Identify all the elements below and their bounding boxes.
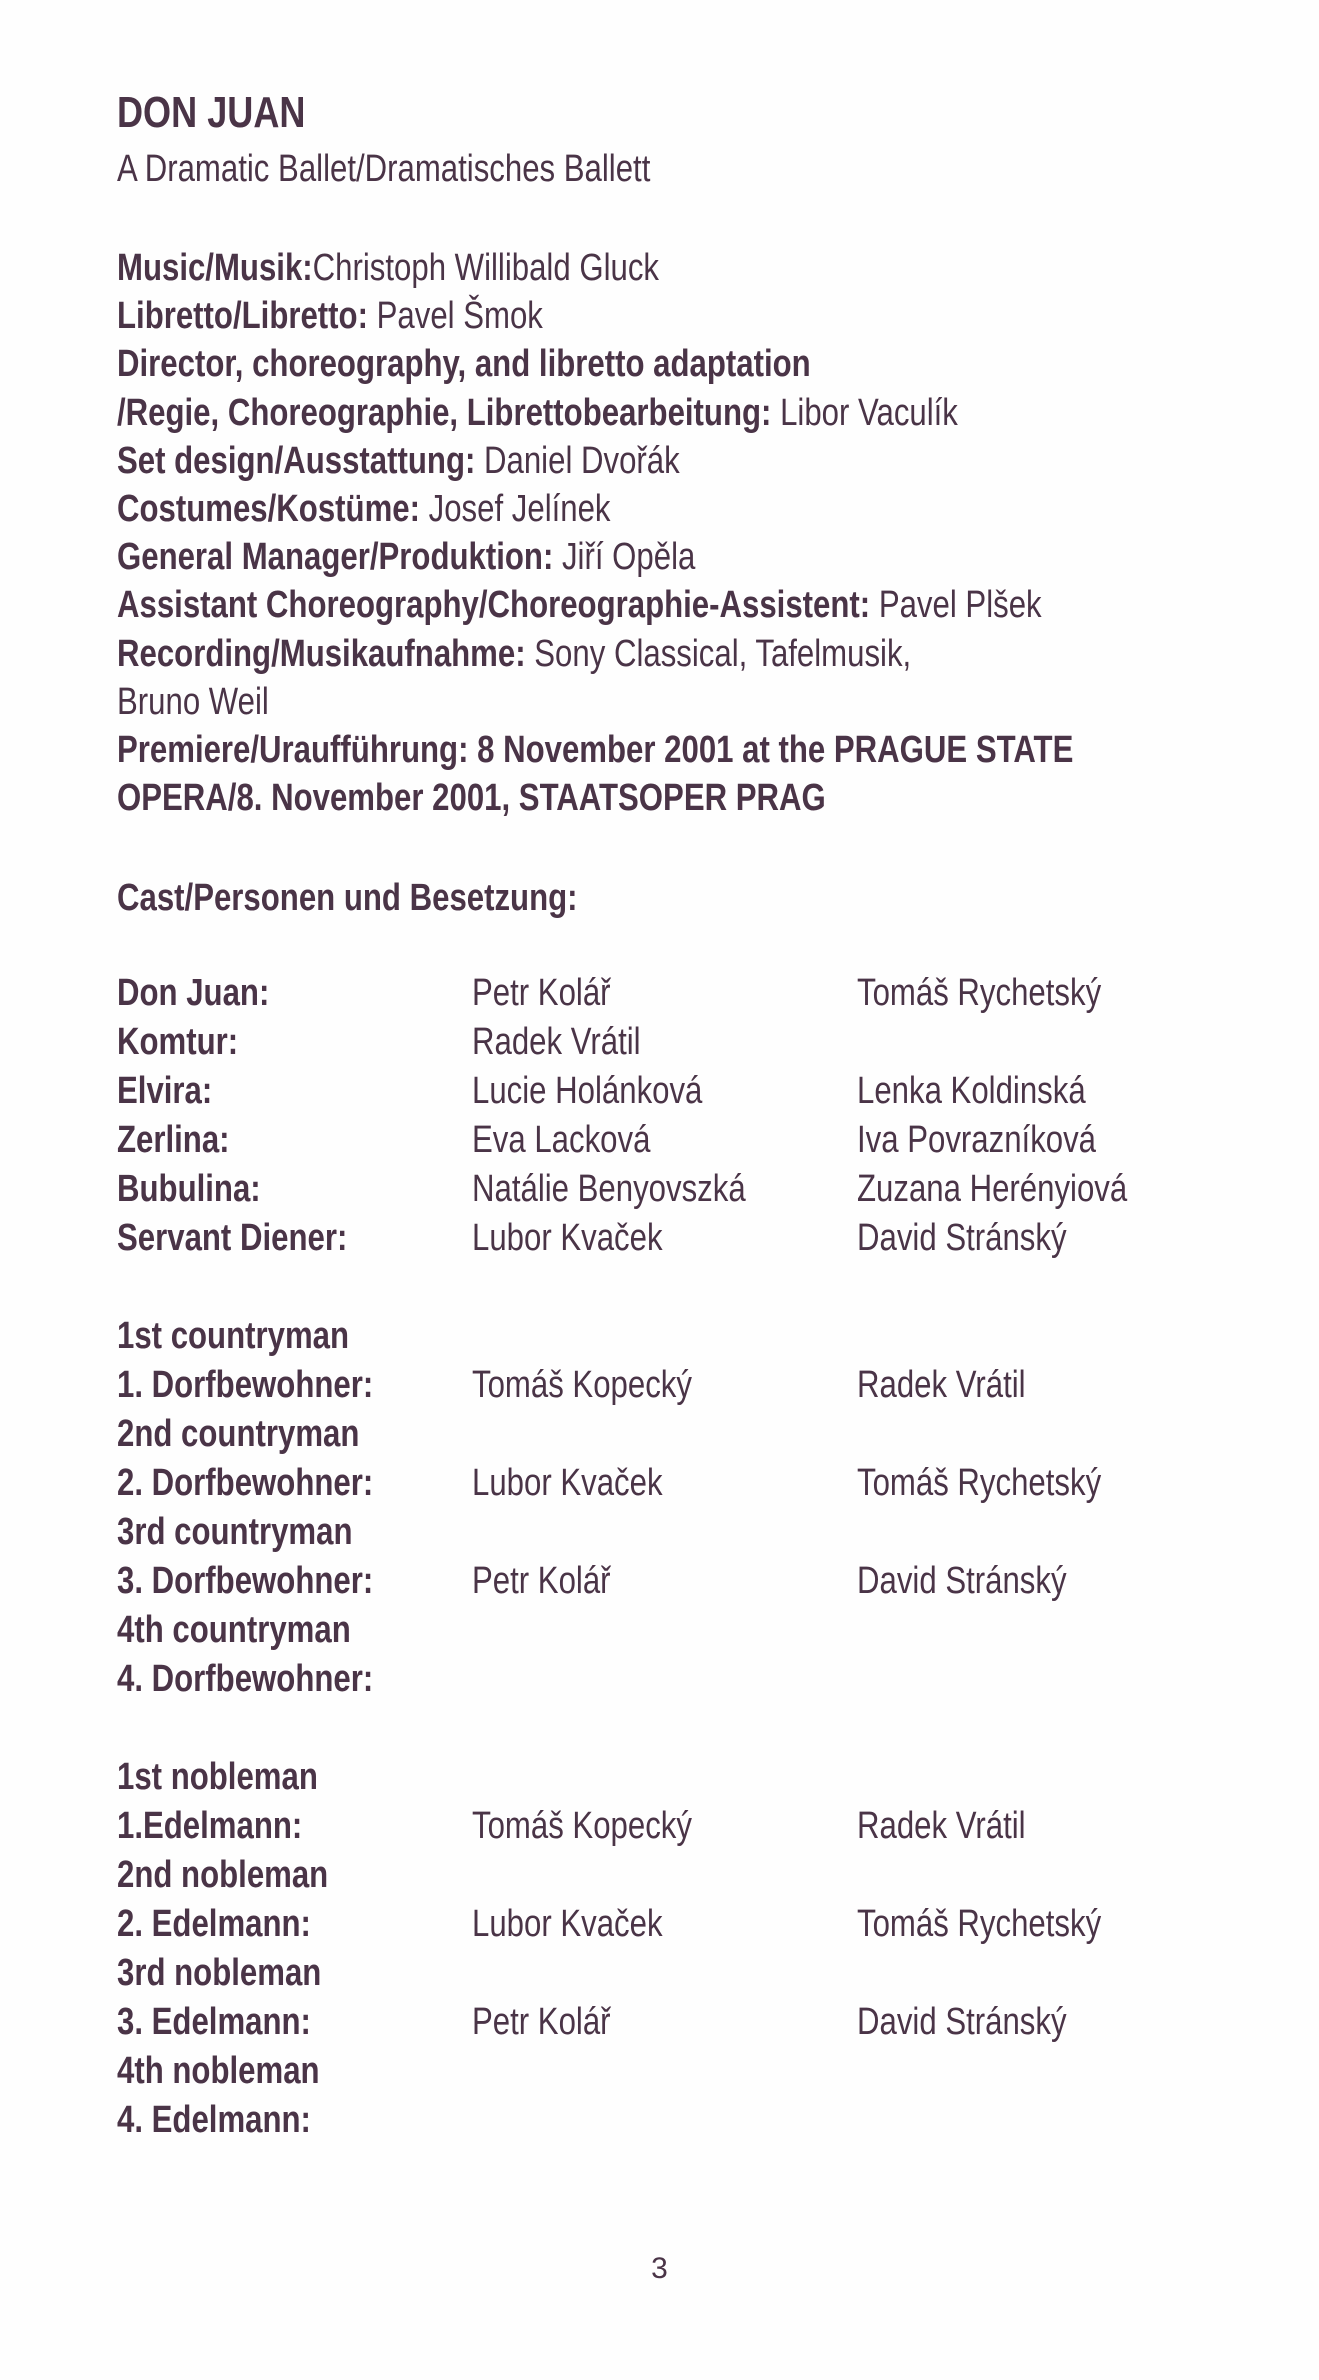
credit-line [117, 340, 1085, 388]
credit-value: Bruno Weil [117, 680, 269, 723]
cast-role: 2. Edelmann: [117, 1903, 311, 1945]
cast-role: 3. Edelmann: [117, 2001, 311, 2043]
credit-line [117, 485, 1085, 533]
cast-performer-first: Tomáš Kopecký [472, 1805, 692, 1847]
cast-role: 4th nobleman [117, 2050, 320, 2092]
cast-role: 4th countryman [117, 1609, 351, 1651]
cast-performer-second: David Stránský [857, 1217, 1067, 1259]
credit-label: Director, choreography, and libretto adaptation [117, 343, 811, 386]
credit-line [117, 437, 1085, 485]
cast-performer-second: Tomáš Rychetský [857, 972, 1102, 1014]
cast-role: 1. Dorfbewohner: [117, 1364, 374, 1406]
credit-value: Pavel Plšek [870, 584, 1042, 627]
cast-role: 3rd nobleman [117, 1952, 322, 1994]
cast-performer-first: Natálie Benyovszká [472, 1168, 746, 1210]
credits-list [117, 244, 1297, 822]
credit-label: Assistant Choreography/Choreographie-Assistent: [117, 584, 871, 627]
cast-role: 4. Dorfbewohner: [117, 1658, 374, 1700]
credit-label: /Regie, Choreographie, Librettobearbeitung: [117, 391, 772, 434]
cast-performer-first: Tomáš Kopecký [472, 1364, 692, 1406]
credit-value: Pavel Šmok [367, 295, 543, 338]
credit-line [117, 244, 1085, 292]
cast-performer-first: Lubor Kvaček [472, 1462, 663, 1504]
cast-role: 3. Dorfbewohner: [117, 1560, 374, 1602]
cast-performer-second: Zuzana Herényiová [857, 1168, 1128, 1210]
credit-line [117, 292, 1085, 340]
credit-line [117, 389, 1085, 437]
credit-line [117, 581, 1085, 629]
cast-performer-second: Lenka Koldinská [857, 1070, 1086, 1112]
credit-value: Christoph Willibald Gluck [312, 247, 660, 289]
credit-label: Music/Musik: [117, 247, 313, 289]
cast-role: Elvira: [117, 1070, 213, 1112]
credit-label: OPERA/8. November 2001, STAATSOPER PRAG [117, 777, 826, 820]
page-subtitle: A Dramatic Ballet/Dramatisches Ballett [117, 148, 651, 190]
credit-value: Jiří Opěla [553, 536, 696, 579]
credit-value: Josef Jelínek [419, 487, 611, 530]
cast-performer-first: Petr Kolář [472, 2001, 611, 2043]
page-number: 3 [651, 2252, 668, 2285]
cast-role: Don Juan: [117, 972, 270, 1014]
cast-performer-first: Radek Vrátil [472, 1021, 641, 1063]
credit-label: Costumes/Kostüme: [117, 487, 420, 530]
cast-performer-second: Radek Vrátil [857, 1805, 1026, 1847]
cast-performer-first: Lucie Holánková [472, 1070, 703, 1112]
credit-line [117, 774, 1085, 822]
cast-performer-first: Lubor Kvaček [472, 1217, 663, 1259]
credit-label: Recording/Musikaufnahme: [117, 632, 526, 675]
cast-role: 1.Edelmann: [117, 1805, 303, 1847]
page-title: DON JUAN [117, 88, 306, 137]
cast-performer-first: Lubor Kvaček [472, 1903, 663, 1945]
cast-role: 2nd countryman [117, 1413, 360, 1455]
cast-role: 2. Dorfbewohner: [117, 1462, 374, 1504]
cast-performer-second: Iva Povrazníková [857, 1119, 1097, 1161]
cast-performer-second: David Stránský [857, 2001, 1067, 2043]
cast-performer-first: Eva Lacková [472, 1119, 651, 1161]
cast-performer-second: Tomáš Rychetský [857, 1462, 1102, 1504]
cast-performer-second: Tomáš Rychetský [857, 1903, 1102, 1945]
credit-value: Sony Classical, Tafelmusik, [525, 632, 912, 675]
credit-label: General Manager/Produktion: [117, 536, 554, 579]
cast-role: Zerlina: [117, 1119, 230, 1161]
cast-role: 2nd nobleman [117, 1854, 329, 1896]
cast-heading: Cast/Personen und Besetzung: [117, 877, 578, 919]
credit-label: Set design/Ausstattung: [117, 439, 476, 482]
credit-line [117, 630, 1085, 678]
credit-label: Premiere/Uraufführung: 8 November 2001 at the PRAGUE STATE [117, 728, 1074, 771]
cast-performer-second: David Stránský [857, 1560, 1067, 1602]
cast-role: Servant Diener: [117, 1217, 348, 1259]
cast-performer-first: Petr Kolář [472, 1560, 611, 1602]
credit-value: Daniel Dvořák [475, 439, 680, 482]
cast-role: Komtur: [117, 1021, 239, 1063]
cast-role: 3rd countryman [117, 1511, 353, 1553]
credit-value: Libor Vaculík [771, 391, 958, 434]
credit-line [117, 533, 1085, 581]
credit-label: Libretto/Libretto: [117, 295, 368, 338]
credit-line [117, 678, 1085, 726]
cast-role: Bubulina: [117, 1168, 261, 1210]
cast-performer-second: Radek Vrátil [857, 1364, 1026, 1406]
credit-line [117, 726, 1085, 774]
cast-performer-first: Petr Kolář [472, 972, 611, 1014]
cast-role: 4. Edelmann: [117, 2099, 311, 2141]
cast-role: 1st countryman [117, 1315, 350, 1357]
cast-role: 1st nobleman [117, 1756, 318, 1798]
